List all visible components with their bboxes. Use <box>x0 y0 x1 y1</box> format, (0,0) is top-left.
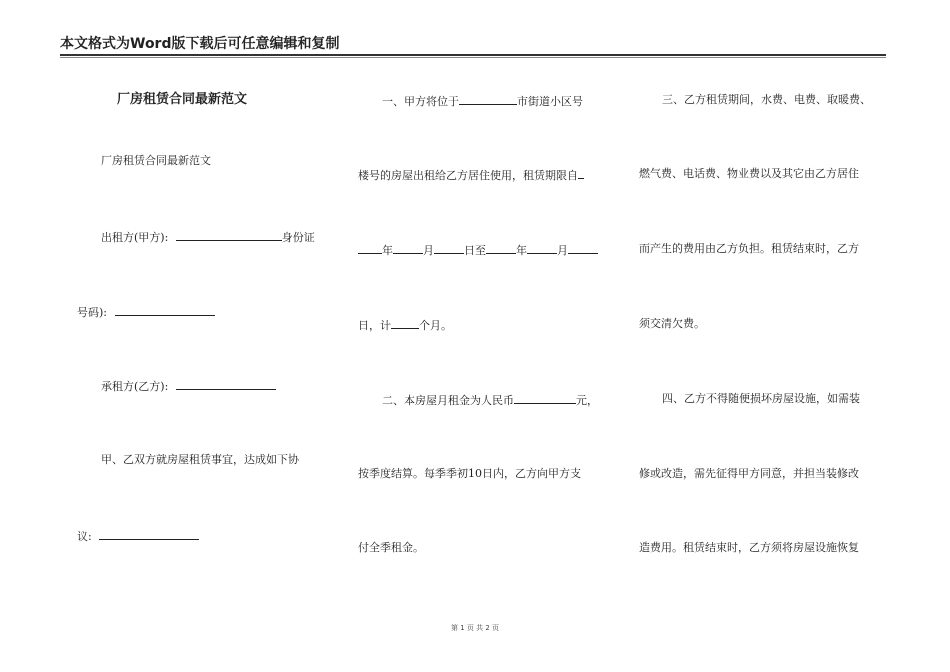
agree-line-2 <box>77 528 199 544</box>
month-label-1: 月 <box>423 244 434 257</box>
months-blank <box>391 317 419 329</box>
clause-1-line-3 <box>358 242 598 258</box>
clause-1-line-2 <box>358 167 584 183</box>
agree-label: 议: <box>77 530 92 543</box>
clause-4-line-1: 四、乙方不得随便损坏房屋设施，如需装 <box>662 392 860 405</box>
clause-4-line-3: 造费用。租赁结束时，乙方须将房屋设施恢复 <box>639 541 859 554</box>
header-rule <box>60 57 886 58</box>
lessee-label: 承租方(乙方): <box>101 380 169 393</box>
id-line <box>77 304 215 320</box>
lessor-label: 出租方(甲方): <box>101 231 169 244</box>
clause-2-line-1 <box>382 392 598 408</box>
rent-blank <box>514 392 576 404</box>
start-month-blank <box>393 242 423 254</box>
agree-line-1: 甲、乙双方就房屋租赁事宜，达成如下协 <box>101 453 299 466</box>
end-month-blank <box>527 242 557 254</box>
clause-4-line-2: 修或改造，需先征得甲方同意，并担当装修改 <box>639 467 859 480</box>
clause-2-line-2: 按季度结算。每季季初10日内，乙方向甲方支 <box>358 467 581 480</box>
location-blank <box>459 93 517 105</box>
page-footer: 第 1 页 共 2 页 <box>450 624 500 632</box>
months-tail: 个月。 <box>419 319 452 332</box>
clause-1-line-1 <box>382 93 583 109</box>
end-day-blank <box>568 242 598 254</box>
header-text: 本文格式为Word版下载后可任意编辑和复制 <box>60 36 340 52</box>
clause-3-line-3: 而产生的费用由乙方负担。租赁结束时，乙方 <box>639 242 859 255</box>
clause-1-post: 市街道小区号 <box>517 95 583 108</box>
clause-3-line-4: 须交清欠费。 <box>639 317 705 330</box>
lessor-tail: 身份证 <box>281 231 315 244</box>
lessor-line <box>101 229 315 245</box>
clause-3-line-2: 燃气费、电话费、物业费以及其它由乙方居住 <box>639 167 859 180</box>
start-year-blank <box>358 242 382 254</box>
lessor-blank <box>176 229 282 241</box>
lessee-blank <box>176 378 276 390</box>
clause-1-pre: 一、甲方将位于 <box>382 95 459 108</box>
clause-2-pre: 二、本房屋月租金为人民币 <box>382 394 514 407</box>
agree-blank <box>99 528 199 540</box>
clause-1-line-4 <box>358 317 452 333</box>
clause-1-text-2: 楼号的房屋出租给乙方居住使用，租赁期限自 <box>358 169 578 182</box>
clause-3-line-1: 三、乙方租赁期间，水费、电费、取暖费、 <box>662 93 871 106</box>
document-header <box>60 34 886 56</box>
contract-title: 厂房租赁合同最新范文 <box>117 92 248 107</box>
year-label-1: 年 <box>382 244 393 257</box>
lessee-line <box>101 378 276 394</box>
clause-2-line-3: 付全季租金。 <box>358 541 424 554</box>
month-label-2: 月 <box>557 244 568 257</box>
contract-subtitle: 厂房租赁合同最新范文 <box>101 154 211 167</box>
end-year-blank <box>486 242 516 254</box>
start-year-blank-a <box>578 167 584 179</box>
clause-2-post: 元， <box>576 394 598 407</box>
year-label-2: 年 <box>516 244 527 257</box>
id-label: 号码): <box>77 306 107 319</box>
id-blank <box>115 304 215 316</box>
day-total-label: 日，计 <box>358 319 391 332</box>
start-day-blank <box>434 242 464 254</box>
day-to-label: 日至 <box>464 244 486 257</box>
